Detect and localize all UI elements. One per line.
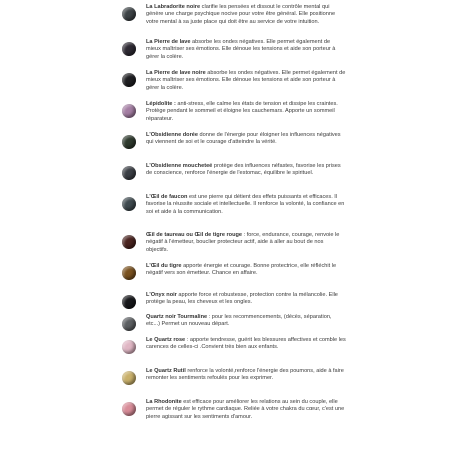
stone-text: protège des influences néfastes, favorise les prises de conscience, renforce l'énergie de l'estomac, équilibre le spirituel. bbox=[146, 163, 341, 177]
stone-description bbox=[146, 314, 346, 329]
stone-description bbox=[146, 101, 346, 123]
stone-name: L'Œil du tigre bbox=[146, 263, 182, 269]
stone-name: L'Onyx noir bbox=[146, 292, 177, 298]
stone-description bbox=[146, 399, 346, 421]
stone-text: anti-stress, elle calme les états de tension et dissipe les craintes. Protège pendant le sommeil et éloigne les cauchemars. Apporte un sommeil réparateur. bbox=[146, 101, 338, 122]
lepidolite-stone-image bbox=[122, 104, 136, 118]
stone-description bbox=[146, 194, 346, 216]
stone-text: apporte force et robustesse, protection contre la mélancolie. Elle protège la peau, les cheveux et les ongles. bbox=[146, 292, 338, 306]
stone-description bbox=[146, 4, 346, 26]
tourmaline-quartz-stone-image bbox=[122, 317, 136, 331]
stone-text: absorbe les ondes négatives. Elle permet également de mieux maîtriser ses émotions. Elle dénoue les tensions et aide son porteur à gérer la colère. bbox=[146, 70, 346, 91]
stone-text: : apporte tendresse, guérit les blessures affectives et comble les carences de celles-ci .Convient très bien aux enfants. bbox=[146, 337, 346, 351]
stone-description bbox=[146, 132, 346, 147]
stone-text: clarifie les pensées et dissout le contrôle mental qui génère une charge psychique nocive pour votre être général. Elle positionne votre mental à sa juste place qui doit être au service de votre intuition. bbox=[146, 4, 336, 25]
stone-description bbox=[146, 263, 346, 278]
onyx-stone-image bbox=[122, 295, 136, 309]
rutile-quartz-stone-image bbox=[122, 371, 136, 385]
lava-stone-image bbox=[122, 42, 136, 56]
stone-name: Le Quartz rose bbox=[146, 337, 186, 343]
stone-name: Le Quartz Rutil bbox=[146, 368, 186, 374]
hawk-eye-stone-image bbox=[122, 197, 136, 211]
snowflake-obsidian-stone-image bbox=[122, 166, 136, 180]
stone-text: : force, endurance, courage, renvoie le négatif à l'émetteur, bouclier protecteur actif, aide à aller au bout de nos objectifs. bbox=[146, 232, 340, 253]
stone-text: apporte énergie et courage. Bonne protectrice, elle réfléchit le négatif vers son émetteur. Chance en affaire. bbox=[146, 263, 337, 277]
black-lava-stone-image bbox=[122, 73, 136, 87]
stone-description bbox=[146, 39, 346, 61]
golden-obsidian-stone-image bbox=[122, 135, 136, 149]
stone-name: L'Œil de faucon bbox=[146, 194, 188, 200]
stone-name: La Pierre de lave bbox=[146, 39, 191, 45]
stone-text: renforce la volonté,renforce l'énergie des poumons, aide à faire remonter les sentiments refoulés pour les exprimer. bbox=[146, 368, 344, 382]
tiger-eye-stone-image bbox=[122, 266, 136, 280]
stone-name: Lépidolite : bbox=[146, 101, 176, 107]
rhodonite-stone-image bbox=[122, 402, 136, 416]
stone-name: L'Obsidienne moucheteé bbox=[146, 163, 213, 169]
stone-description bbox=[146, 337, 346, 352]
stone-name: La Labradorite noire bbox=[146, 4, 201, 10]
stone-description bbox=[146, 232, 346, 254]
labradorite-stone-image bbox=[122, 7, 136, 21]
stone-description bbox=[146, 70, 346, 92]
stone-description bbox=[146, 368, 346, 383]
stone-text: donne de l'énergie pour éloigner les influences négatives qui viennent de soi et le courage d'atteindre la vérité. bbox=[146, 132, 341, 146]
stone-name: L'Obsidienne dorée bbox=[146, 132, 198, 138]
stone-name: La Pierre de lave noire bbox=[146, 70, 206, 76]
stone-name: Œil de taureau ou Œil de tigre rouge bbox=[146, 232, 243, 238]
stone-text: absorbe les ondes négatives. Elle permet également de mieux maîtriser ses émotions. Elle dénoue les tensions et aide son porteur à gérer la colère. bbox=[146, 39, 336, 60]
stone-text: est une pierre qui détient des effets puissants et efficaces. Il favorise la réussite sociale et intellectuelle. Il renforce la volonté, la confiance en soi et aide à la communication. bbox=[146, 194, 345, 215]
stone-name: La Rhodonite bbox=[146, 399, 182, 405]
bull-eye-stone-image bbox=[122, 235, 136, 249]
stone-description bbox=[146, 292, 346, 307]
stone-name: Quartz noir Tourmaline bbox=[146, 314, 208, 320]
stone-text: est efficace pour améliorer les relations au sein du couple, elle permet de réguler le rythme cardiaque. Reliée à votre chakra du cœur, c'est une pierre agissant sur les sentiments d'amour. bbox=[146, 399, 345, 420]
rose-quartz-stone-image bbox=[122, 340, 136, 354]
stone-description bbox=[146, 163, 346, 178]
stone-text: : pour les recommencements, (décès, séparation, etc...) Permet un nouveau départ. bbox=[146, 314, 332, 328]
